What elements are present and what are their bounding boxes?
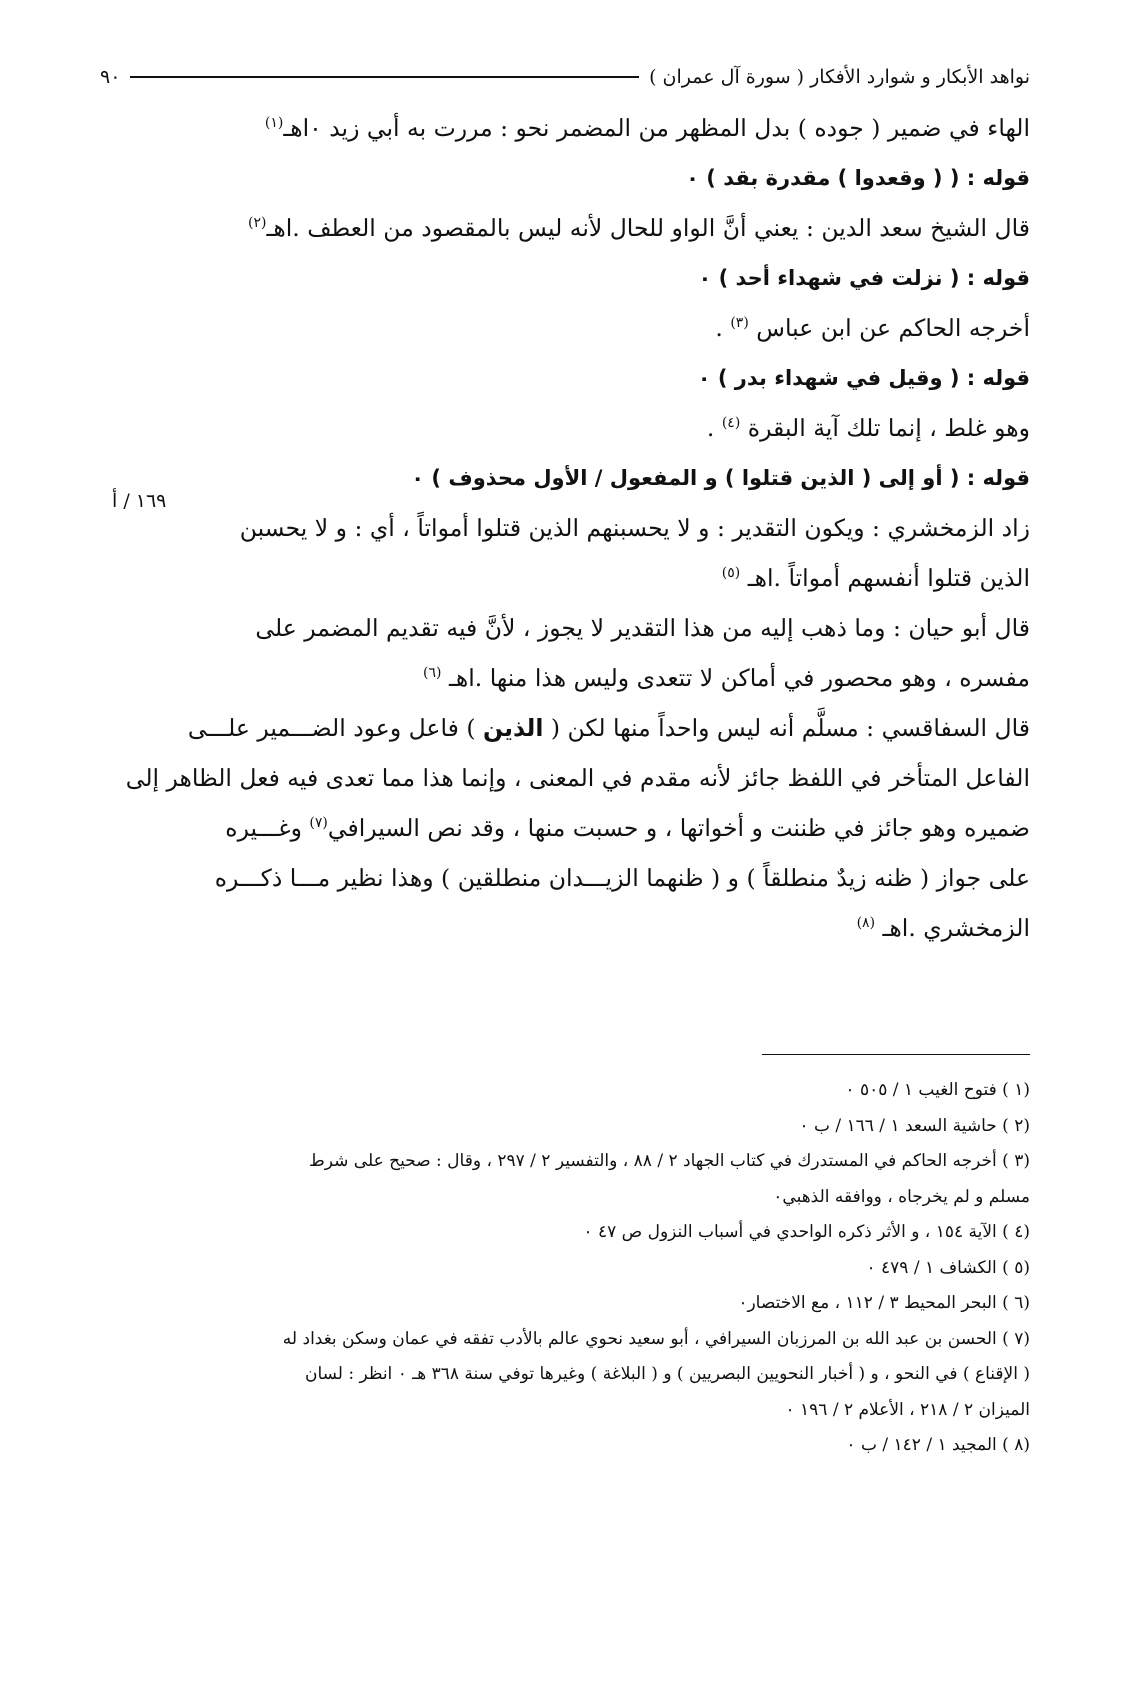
text-line: زاد الزمخشري : ويكون التقدير : و لا يحسبنهم الذين قتلوا أمواتاً ، أي : و لا يحسبن: [239, 514, 1030, 542]
footnote-line: (٤ ) الآية ١٥٤ ، و الأثر ذكره الواحدي في أسباب النزول ص ٤٧ ٠: [583, 1222, 1030, 1242]
section-heading: قوله : ( أو إلى ( الذين قتلوا ) و المفعول / الأول محذوف ) ٠: [411, 466, 1030, 490]
bold-term: الذين: [482, 714, 544, 742]
section-heading: قوله : ( ( وقعدوا ) مقدرة بقد ) ٠: [686, 166, 1030, 190]
section-heading: قوله : ( وقيل في شهداء بدر ) ٠: [697, 366, 1030, 390]
footnotes: [100, 1073, 1030, 1464]
footnote-line: (٥ ) الكشاف ١ / ٤٧٩ ٠: [866, 1257, 1030, 1278]
footnote-ref: (٦): [423, 665, 442, 682]
footnote-line: (٨ ) المجيد ١ / ١٤٢ / ب ٠: [846, 1435, 1030, 1455]
text-line: ضميره وهو جائز في ظننت و أخواتها ، و حسبت منها ، وقد نص السيرافي$^{(٧)}$ وغـــيره: [225, 814, 1030, 842]
text-line: وهو غلط ، إنما تلك آية البقرة $^{(٤)}$ .: [706, 414, 1030, 442]
text-line: الفاعل المتأخر في اللفظ جائز لأنه مقدم في المعنى ، وإنما هذا مما تعدى فيه فعل الظاهر إلى: [125, 764, 1030, 792]
section-heading: قوله : ( نزلت في شهداء أحد ) ٠: [698, 266, 1030, 290]
footnote-line: (٦ ) البحر المحيط ٣ / ١١٢ ، مع الاختصار٠: [738, 1293, 1030, 1313]
footnote-ref: (٤): [721, 415, 741, 432]
footnote-ref: (٧): [309, 815, 328, 832]
footnote-line: ( الإقناع ) في النحو ، و ( أخبار النحويين البصريين ) و ( البلاغة ) وغيرها توفي سنة ٣٦٨ هـ ٠ انظر : لسان: [304, 1364, 1030, 1384]
footnote-ref: (١): [264, 115, 284, 132]
footnote-ref: (٨): [856, 915, 876, 932]
main-text: [100, 103, 1030, 953]
footnote-line: (٢ ) حاشية السعد ١ / ١٦٦ / ب ٠: [799, 1115, 1030, 1136]
text-line: قال الشيخ سعد الدين : يعني أنَّ الواو للحال لأنه ليس بالمقصود من العطف .اهـ$^{(٢)}$: [247, 214, 1030, 242]
header-rule: [130, 76, 639, 78]
text-line: الزمخشري .اهـ $^{(٨)}$: [856, 914, 1030, 942]
text-line: أخرجه الحاكم عن ابن عباس $^{(٣)}$ .: [715, 314, 1030, 342]
footnote-ref: (٥): [721, 565, 741, 582]
text-line: الذين قتلوا أنفسهم أمواتاً .اهـ $^{(٥)}$: [721, 564, 1030, 592]
footnote-line: (٧ ) الحسن بن عبد الله بن المرزبان السيرافي ، أبو سعيد نحوي عالم بالأدب تفقه في عمان وسكن بغداد له: [282, 1328, 1030, 1349]
manuscript-folio-note: ١٦٩ / أ: [112, 490, 167, 512]
footnote-line: (١ ) فتوح الغيب ١ / ٥٠٥ ٠: [845, 1080, 1030, 1100]
footnote-ref: (٢): [247, 215, 267, 232]
header-title: نواهد الأبكار و شوارد الأفكار ( سورة آل عمران ): [649, 66, 1030, 88]
text-line: على جواز ( ظنه زيدٌ منطلقاً ) و ( ظنهما الزيـــدان منطلقين ) وهذا نظير مـــا ذكـــره: [214, 864, 1030, 892]
footnote-line: مسلم و لم يخرجاه ، ووافقه الذهبي٠: [773, 1186, 1030, 1207]
page-number: ٩٠: [100, 66, 121, 88]
footnote-separator: [762, 1054, 1030, 1055]
running-header: [100, 62, 1030, 92]
text-line: قال السفاقسي : مسلَّم أنه ليس واحداً منها لكن ( الذين ) فاعل وعود الضـــمير علـــى: [187, 714, 1030, 742]
text-line: الهاء في ضمير ( جوده ) بدل المظهر من المضمر نحو : مررت به أبي زيد ٠اهـ$^{(١)}$: [264, 114, 1030, 142]
footnote-line: (٣ ) أخرجه الحاكم في المستدرك في كتاب الجهاد ٢ / ٨٨ ، والتفسير ٢ / ٢٩٧ ، وقال : صحيح على شرط: [309, 1151, 1030, 1171]
footnote-ref: (٣): [730, 315, 749, 332]
footnote-line: الميزان ٢ / ٢١٨ ، الأعلام ٢ / ١٩٦ ٠: [785, 1399, 1030, 1420]
text-line: مفسره ، وهو محصور في أماكن لا تتعدى وليس هذا منها .اهـ $^{(٦)}$: [423, 664, 1030, 692]
text-line: قال أبو حيان : وما ذهب إليه من هذا التقدير لا يجوز ، لأنَّ فيه تقديم المضمر على: [255, 614, 1030, 642]
